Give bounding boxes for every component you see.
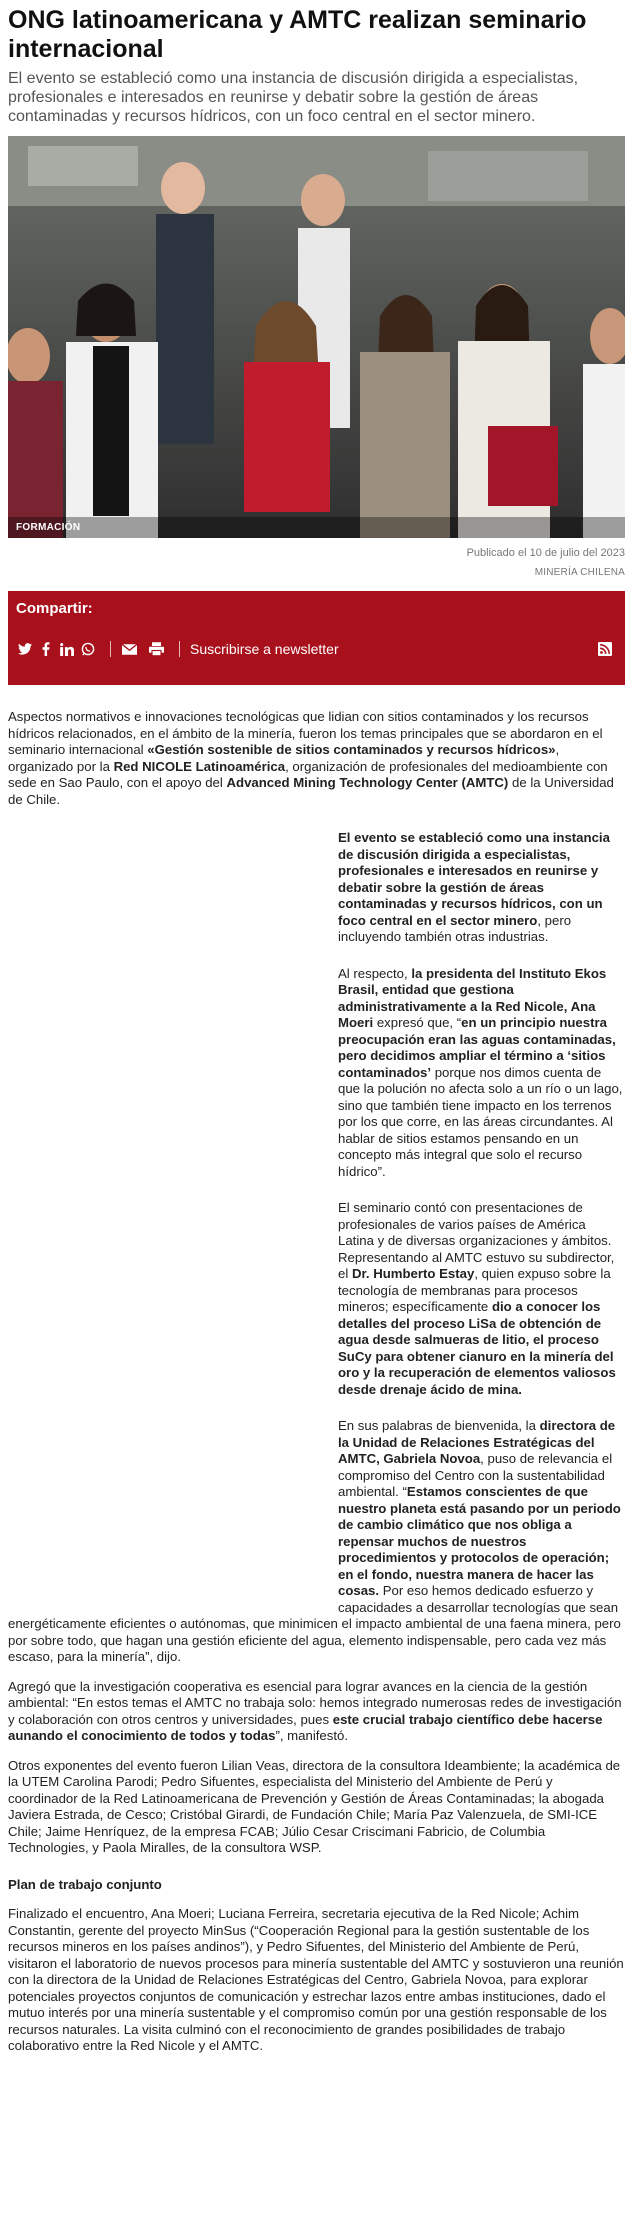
share-divider: [110, 641, 111, 657]
paragraph-novoa: En sus palabras de bienvenida, la directora de la Unidad de Relaciones Estratégicas del AMTC, Gabriela Novoa, puso de relevancia el compromiso del Centro con la sustentabilidad ambiental. “Estamos conscientes de que nuestro planeta está pasando por un periodo de cambio climático que nos obliga a repensar muchos de nuestros procedimientos y protocolos de operación; en el fondo, nuestra manera de hacer las cosas. Por eso hemos dedicado esfuerzo y capacidades a desarrollar tecnologías que sean: [338, 1418, 621, 1615]
share-divider: [179, 641, 180, 657]
twitter-icon[interactable]: [16, 641, 33, 657]
paragraph-highlight: El evento se estableció como una instancia de discusión dirigida a especialistas, profesionales e interesados en reunirse y debatir sobre la gestión de áreas contaminadas y recursos hídricos, con un foco central en el sector minero, pero incluyendo también otras industrias.: [338, 830, 610, 944]
paragraph-cooperation: Agregó que la investigación cooperativa es esencial para lograr avances en la ciencia de la gestión ambiental: “En estos temas el AMTC no trabaja solo: hemos integrado numerosas redes de investigación y colaboración con otros centros y universidades, pues este crucial trabajo científico debe hacerse aunando el conocimiento de todos y todas”, manifestó.: [8, 1678, 622, 1743]
article-title: ONG latinoamericana y AMTC realizan seminario internacional: [8, 6, 587, 63]
share-bar: [8, 591, 625, 685]
facebook-icon[interactable]: [37, 641, 54, 657]
rss-icon[interactable]: [596, 641, 613, 657]
paragraph-estay: El seminario contó con presentaciones de profesionales de varios países de América Latina y de diversas organizaciones y ámbitos. Representando al AMTC estuvo su subdirector, el Dr. Humberto Estay, quien expuso sobre la tecnología de membranas para procesos mineros; específicamente dio a conocer los detalles del proceso LiSa de obtención de agua desde salmueras de litio, el proceso SuCy para obtener cianuro en la minería del oro y la recuperación de elementos valiosos desde drenaje ácido de mina.: [338, 1200, 616, 1397]
photo-category-tag: FORMACIÓN: [8, 517, 625, 538]
section-heading: Plan de trabajo conjunto: [8, 1876, 162, 1892]
share-title: Compartir:: [16, 600, 93, 617]
group-photo-image: [8, 136, 625, 538]
whatsapp-icon[interactable]: [79, 641, 96, 657]
article-photo: [8, 136, 625, 538]
newsletter-link[interactable]: Suscribirse a newsletter: [190, 641, 339, 657]
article-lede: El evento se estableció como una instancia de discusión dirigida a especialistas, profesionales e interesados en reunirse y debatir sobre la gestión de áreas contaminadas y recursos hídricos, con un foco central en el sector minero.: [8, 70, 579, 125]
paragraph-plan: Finalizado el encuentro, Ana Moeri; Luciana Ferreira, secretaria ejecutiva de la Red Nicole; Achim Constantin, gerente del proyecto MinSus (“Cooperación Regional para la gestión sustentable de los recursos mineros en los países andinos”), y Pedro Sifuentes, del Ministerio del Ambiente de Perú, visitaron el laboratorio de nuevos procesos para minería sustentable del AMTC y sostuvieron una reunión con la directora de la Unidad de Relaciones Estratégicas del Centro, Gabriela Novoa, para explorar potenciales proyectos conjuntos de comunicación y estrechar lazos entre ambas instituciones, dado el mutuo interés por una minería sustentable y el compromiso común por una gestión responsable de los recursos naturales. La visita culminó con el reconocimiento de grandes posibilidades de trabajo colaborativo entre la Red Nicole y el AMTC.: [8, 1906, 624, 2053]
source-name: MINERÍA CHILENA: [534, 567, 625, 578]
linkedin-icon[interactable]: [58, 641, 75, 657]
email-icon[interactable]: [121, 641, 138, 657]
print-icon[interactable]: [148, 641, 165, 657]
article-body: [8, 709, 625, 2055]
paragraph-moeri: Al respecto, la presidenta del Instituto Ekos Brasil, entidad que gestiona administrativamente a la Red Nicole, Ana Moeri expresó que, “en un principio nuestra preocupación eran las aguas contaminadas, pero decidimos ampliar el término a ‘sitios contaminados’ porque nos dimos cuenta de que la polución no afecta solo a un río o un lago, sino que también tiene impacto en los terrenos por los que corre, en las áreas circundantes. Al hablar de sitios estamos pensando en un concepto más integral que solo el recurso hídrico”.: [338, 965, 623, 1179]
right-column: [338, 830, 625, 1616]
paragraph-intro: Aspectos normativos e innovaciones tecnológicas que lidian con sitios contaminados y los recursos hídricos relacionados, en el ámbito de la minería, fueron los temas principales que se abordaron en el seminario internacional «Gestión sostenible de sitios contaminados y recursos hídricos», organizado por la Red NICOLE Latinoamérica, organización de profesionales del medioambiente con sede en Sao Paulo, con el apoyo del Advanced Mining Technology Center (AMTC) de la Universidad de Chile.: [8, 709, 614, 807]
paragraph-speakers: Otros exponentes del evento fueron Lilian Veas, directora de la consultora Ideambiente; la académica de la UTEM Carolina Parodi; Pedro Sifuentes, especialista del Ministerio del Ambiente de Perú y coordinador de la Red Latinoamericana de Prevención y Gestión de Áreas Contaminadas; la abogada Javiera Estrada, de Cesco; Cristóbal Girardi, de Fundación Chile; María Paz Valenzuela, de SMI-ICE Chile; Jaime Henríquez, de la empresa FCAB; Júlio Cesar Criscimani Fabricio, de Columbia Technologies, y Paola Miralles, de la consultora WSP.: [8, 1757, 621, 1855]
publication-info: [8, 545, 625, 581]
published-date: Publicado el 10 de julio del 2023: [466, 547, 625, 559]
share-actions: [16, 641, 617, 657]
paragraph-novoa-continued: energéticamente eficientes o autónomas, que minimicen el impacto ambiental de una faena minera, pero por sobre todo, que hagan una gestión eficiente del agua, elemento indispensable, pero cada vez más escaso, para la minería”, dijo.: [8, 1616, 621, 1664]
